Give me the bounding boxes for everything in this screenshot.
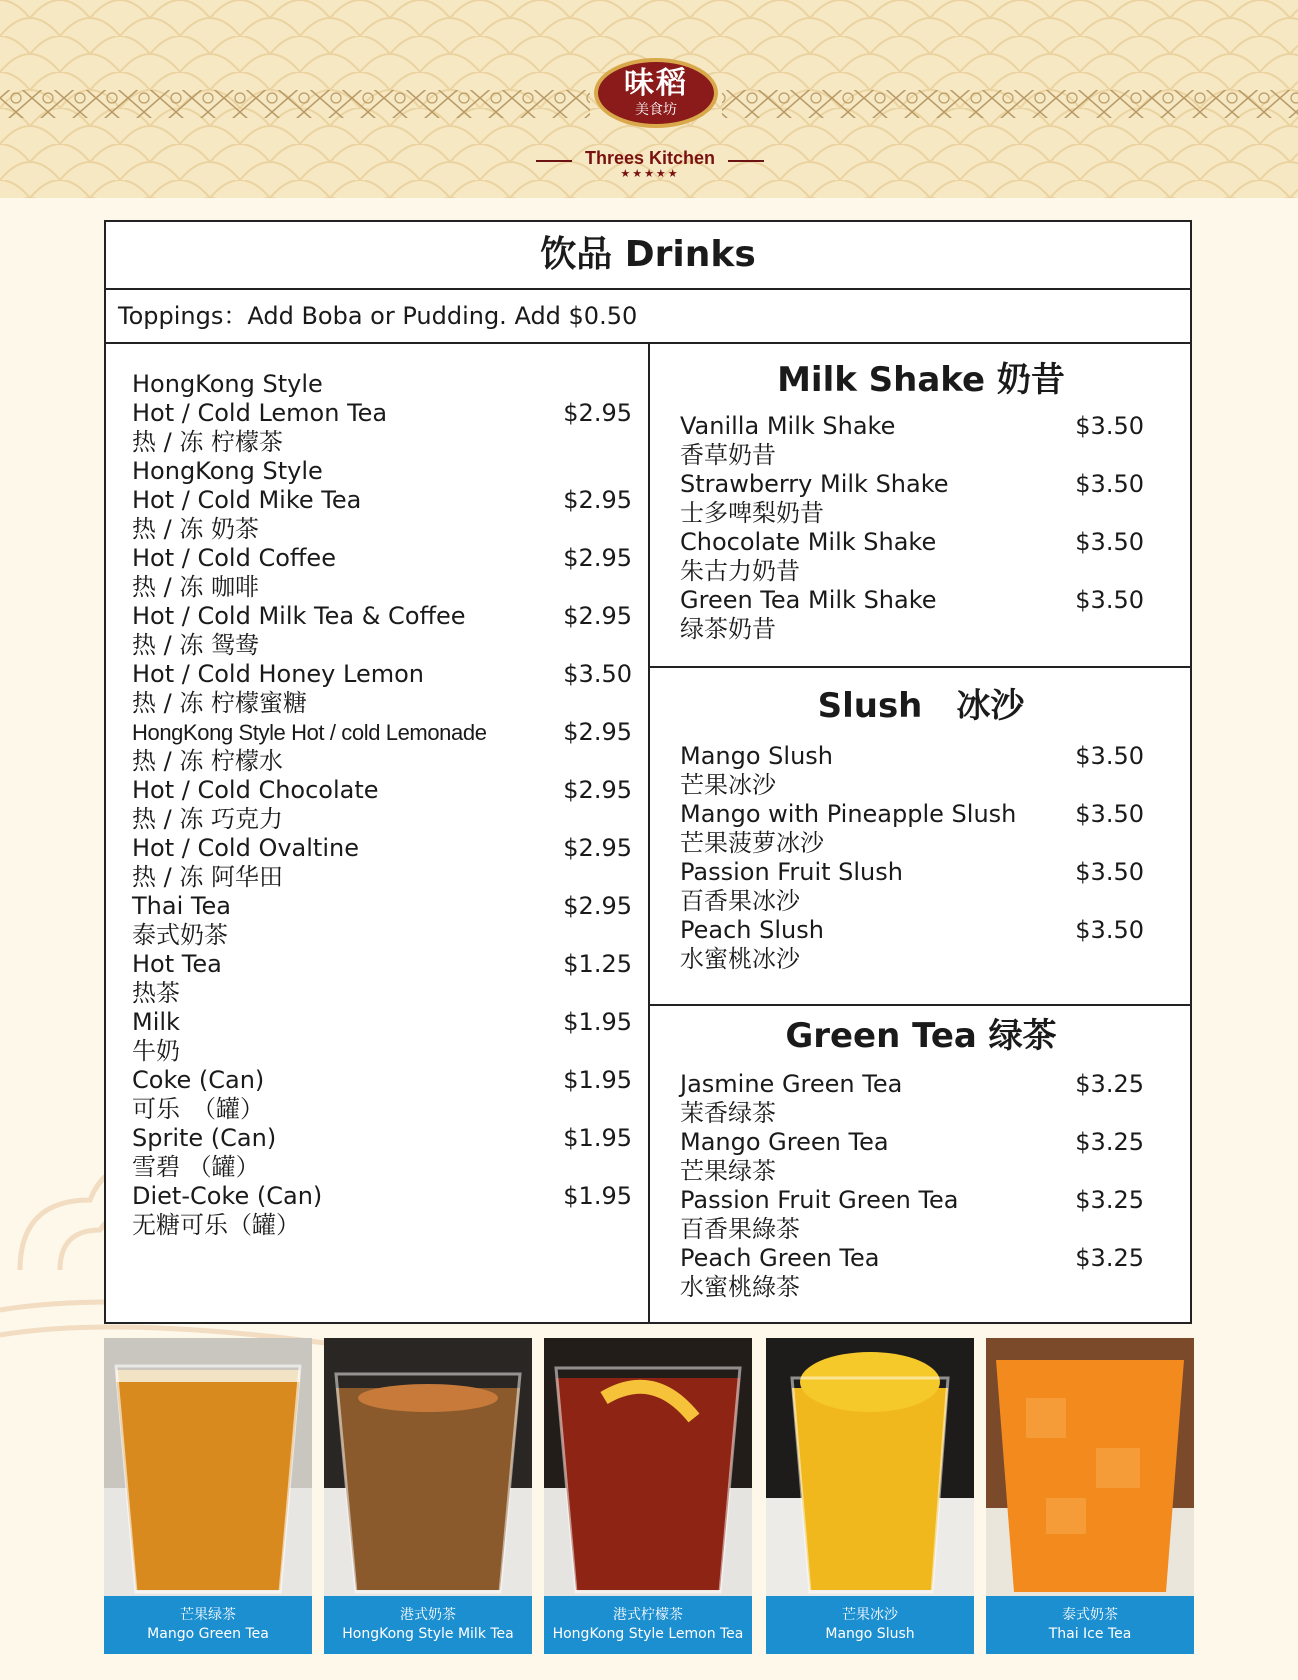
list-item: [132, 370, 632, 457]
item-name: Mango Green Tea: [680, 1128, 889, 1156]
logo-main-text: 味稻: [624, 66, 688, 101]
item-name: Hot / Cold Milk Tea & Coffee: [132, 602, 466, 630]
item-name-cn: 芒果绿茶: [680, 1157, 776, 1185]
item-name-cn: 可乐 （罐）: [132, 1095, 264, 1123]
caption-en: HongKong Style Lemon Tea: [552, 1626, 744, 1642]
list-item: [132, 1066, 632, 1124]
list-item: [680, 742, 1144, 800]
item-name-cn: 水蜜桃綠茶: [680, 1273, 800, 1301]
list-item: [132, 718, 632, 776]
item-price: $1.95: [563, 1182, 632, 1210]
list-item: [132, 776, 632, 834]
item-name-cn: 茉香绿茶: [680, 1099, 776, 1127]
item-name: Green Tea Milk Shake: [680, 586, 937, 614]
item-name-cn: 热 / 冻 柠檬蜜糖: [132, 689, 307, 717]
item-name: Hot Tea: [132, 950, 222, 978]
caption-cn: 泰式奶茶: [1062, 1607, 1118, 1623]
section-title: Slush 冰沙: [817, 686, 1025, 726]
item-name: Hot / Cold Coffee: [132, 544, 336, 572]
item-prefix: HongKong Style: [132, 457, 323, 485]
list-item: [132, 892, 632, 950]
brand-stars: ★★★★★: [620, 167, 680, 180]
item-name-cn: 朱古力奶昔: [680, 557, 800, 585]
brand-line-right: [728, 160, 764, 162]
list-item: [132, 602, 632, 660]
item-name: Hot / Cold Mike Tea: [132, 486, 362, 514]
drink-glass-image: [104, 1338, 312, 1596]
item-name-cn: 芒果冰沙: [680, 771, 776, 799]
item-price: $2.95: [563, 602, 632, 630]
item-price: $1.95: [563, 1008, 632, 1036]
item-name: Thai Tea: [132, 892, 231, 920]
item-price: $2.95: [563, 486, 632, 514]
list-item: [132, 834, 632, 892]
caption-cn: 港式柠檬茶: [613, 1607, 683, 1623]
item-price: $3.25: [1075, 1070, 1144, 1098]
item-name-cn: 无糖可乐（罐）: [132, 1211, 300, 1239]
item-price: $3.50: [1075, 470, 1144, 498]
photo-mango-slush: [766, 1338, 974, 1654]
caption-cn: 芒果绿茶: [180, 1607, 236, 1623]
list-item: [132, 660, 632, 718]
header-banner: [0, 0, 1298, 198]
item-name: Milk: [132, 1008, 180, 1036]
item-price: $3.50: [1075, 800, 1144, 828]
item-prefix: HongKong Style: [132, 370, 323, 398]
caption-en: HongKong Style Milk Tea: [342, 1626, 514, 1642]
list-item: [680, 1070, 1144, 1128]
item-price: $3.50: [1075, 916, 1144, 944]
drinks-list: [132, 370, 632, 1240]
item-name: Peach Slush: [680, 916, 824, 944]
item-name: Strawberry Milk Shake: [680, 470, 949, 498]
logo-sub-text: 美食坊: [635, 102, 677, 118]
item-name-cn: 热 / 冻 奶茶: [132, 515, 259, 543]
item-name-cn: 热 / 冻 咖啡: [132, 573, 259, 601]
photo-caption: [104, 1596, 312, 1654]
item-price: $1.25: [563, 950, 632, 978]
item-price: $2.95: [563, 544, 632, 572]
item-name: Diet-Coke (Can): [132, 1182, 323, 1210]
toppings-note: Toppings：Add Boba or Pudding. Add $0.50: [106, 290, 1190, 344]
item-price: $1.95: [563, 1066, 632, 1094]
caption-en: Mango Green Tea: [147, 1626, 269, 1642]
item-name: Passion Fruit Green Tea: [680, 1186, 959, 1214]
list-item: [680, 470, 1144, 528]
brand-row: [530, 148, 770, 179]
item-name: Hot / Cold Honey Lemon: [132, 660, 424, 688]
list-item: [680, 528, 1144, 586]
milk-shake-list: [680, 412, 1144, 644]
item-price: $3.50: [563, 660, 632, 688]
caption-en: Thai Ice Tea: [1048, 1626, 1132, 1642]
photo-caption: [544, 1596, 752, 1654]
caption-en: Mango Slush: [825, 1626, 915, 1642]
item-name: Hot / Cold Ovaltine: [132, 834, 359, 862]
photo-hk-milk-tea: [324, 1338, 532, 1654]
item-price: $3.50: [1075, 858, 1144, 886]
section-title: Green Tea 绿茶: [785, 1016, 1057, 1056]
list-item: [680, 412, 1144, 470]
list-item: [132, 1182, 632, 1240]
item-name-cn: 绿茶奶昔: [680, 615, 776, 643]
section-title: Milk Shake 奶昔: [777, 360, 1065, 400]
item-name-cn: 热茶: [132, 979, 180, 1007]
item-price: $2.95: [563, 718, 632, 746]
photo-hk-lemon-tea: [544, 1338, 752, 1654]
drinks-menu: [104, 220, 1192, 1324]
item-name-cn: 士多啤梨奶昔: [680, 499, 824, 527]
item-name: Hot / Cold Lemon Tea: [132, 399, 388, 427]
drink-photos: [104, 1338, 1194, 1654]
photo-caption: [324, 1596, 532, 1654]
list-item: [680, 916, 1144, 974]
item-price: $2.95: [563, 776, 632, 804]
item-price: $3.50: [1075, 412, 1144, 440]
menu-title: 饮品 Drinks: [106, 222, 1190, 290]
photo-thai-ice-tea: [986, 1338, 1194, 1654]
item-name-cn: 泰式奶茶: [132, 921, 228, 949]
slush-list: [680, 742, 1144, 974]
item-name-cn: 百香果綠茶: [680, 1215, 800, 1243]
item-price: $2.95: [563, 399, 632, 427]
list-item: [132, 1124, 632, 1182]
item-name-cn: 香草奶昔: [680, 441, 776, 469]
item-price: $3.50: [1075, 586, 1144, 614]
item-name: Coke (Can): [132, 1066, 265, 1094]
restaurant-logo: [594, 58, 718, 128]
item-name: HongKong Style Hot / cold Lemonade: [132, 720, 487, 745]
item-name: Mango with Pineapple Slush: [680, 800, 1017, 828]
drink-glass-image: [986, 1338, 1194, 1596]
item-name: Passion Fruit Slush: [680, 858, 903, 886]
drink-glass-image: [766, 1338, 974, 1596]
list-item: [132, 457, 632, 544]
item-name: Vanilla Milk Shake: [680, 412, 896, 440]
item-price: $2.95: [563, 892, 632, 920]
item-price: $1.95: [563, 1124, 632, 1152]
drink-glass-image: [324, 1338, 532, 1596]
item-price: $3.50: [1075, 528, 1144, 556]
item-name-cn: 雪碧 （罐）: [132, 1153, 260, 1181]
item-name-cn: 百香果冰沙: [680, 887, 800, 915]
item-name: Hot / Cold Chocolate: [132, 776, 379, 804]
item-name: Jasmine Green Tea: [680, 1070, 903, 1098]
item-name: Chocolate Milk Shake: [680, 528, 937, 556]
list-item: [680, 586, 1144, 644]
item-name: Sprite (Can): [132, 1124, 277, 1152]
item-name-cn: 水蜜桃冰沙: [680, 945, 800, 973]
slush-section: [650, 668, 1192, 1004]
item-name: Mango Slush: [680, 742, 833, 770]
photo-caption: [766, 1596, 974, 1654]
item-price: $3.25: [1075, 1128, 1144, 1156]
milk-shake-section: [650, 346, 1192, 666]
photo-caption: [986, 1596, 1194, 1654]
list-item: [680, 1244, 1144, 1302]
item-name-cn: 牛奶: [132, 1037, 180, 1065]
item-name-cn: 芒果菠萝冰沙: [680, 829, 824, 857]
brand-name: Threes Kitchen: [584, 148, 716, 168]
item-name-cn: 热 / 冻 阿华田: [132, 863, 283, 891]
drink-glass-image: [544, 1338, 752, 1596]
list-item: [132, 950, 632, 1008]
item-name-cn: 热 / 冻 柠檬水: [132, 747, 283, 775]
list-item: [132, 544, 632, 602]
item-price: $2.95: [563, 834, 632, 862]
caption-cn: 芒果冰沙: [842, 1607, 898, 1623]
photo-mango-green-tea: [104, 1338, 312, 1654]
list-item: [680, 858, 1144, 916]
item-price: $3.25: [1075, 1244, 1144, 1272]
caption-cn: 港式奶茶: [400, 1607, 456, 1623]
list-item: [680, 1186, 1144, 1244]
item-price: $3.50: [1075, 742, 1144, 770]
item-name: Peach Green Tea: [680, 1244, 880, 1272]
list-item: [680, 800, 1144, 858]
item-price: $3.25: [1075, 1186, 1144, 1214]
item-name-cn: 热 / 冻 巧克力: [132, 805, 283, 833]
list-item: [680, 1128, 1144, 1186]
brand-line-left: [536, 160, 572, 162]
green-tea-section: [650, 1006, 1192, 1322]
green-tea-list: [680, 1070, 1144, 1302]
item-name-cn: 热 / 冻 鸳鸯: [132, 631, 259, 659]
list-item: [132, 1008, 632, 1066]
item-name-cn: 热 / 冻 柠檬茶: [132, 428, 283, 456]
